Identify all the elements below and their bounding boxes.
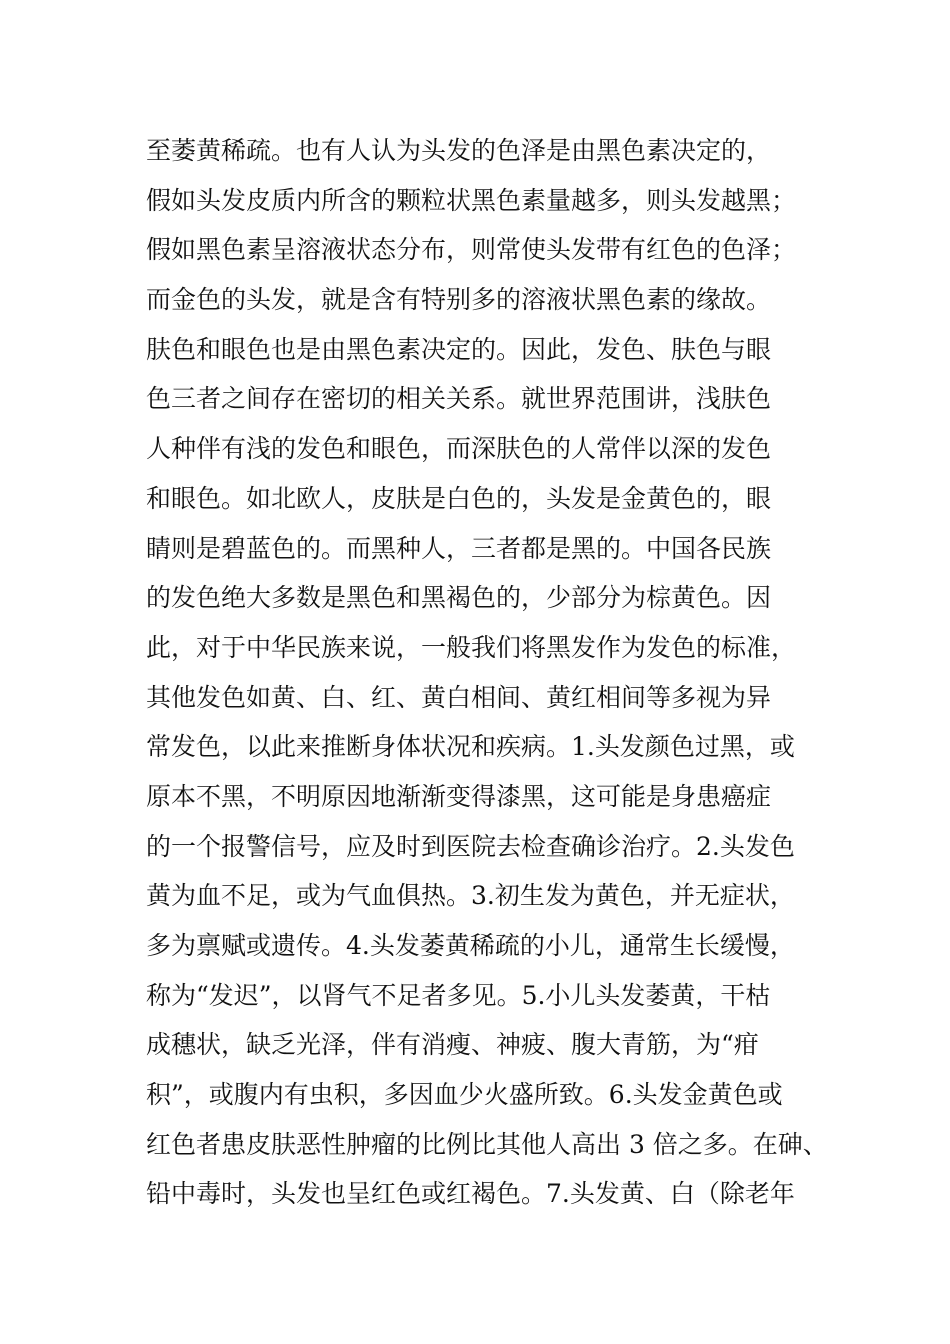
text-line: 睛则是碧蓝色的。而黑种人，三者都是黑的。中国各民族 bbox=[146, 533, 772, 563]
text-line: 人种伴有浅的发色和眼色，而深肤色的人常伴以深的发色 bbox=[146, 434, 772, 464]
text-line: 假如头发皮质内所含的颗粒状黑色素量越多，则头发越黑； bbox=[146, 185, 797, 215]
text-line: 和眼色。如北欧人，皮肤是白色的，头发是金黄色的，眼 bbox=[146, 483, 772, 513]
text-line: 常发色，以此来推断身体状况和疾病。1.头发颜色过黑，或 bbox=[146, 732, 795, 762]
text-line: 假如黑色素呈溶液状态分布，则常使头发带有红色的色泽； bbox=[146, 235, 797, 265]
text-line: 色三者之间存在密切的相关关系。就世界范围讲，浅肤色 bbox=[146, 384, 772, 414]
text-line: 黄为血不足，或为气血俱热。3.初生发为黄色，并无症状， bbox=[146, 881, 795, 911]
text-line: 铅中毒时，头发也呈红色或红褐色。7.头发黄、白（除老年 bbox=[146, 1179, 795, 1209]
text-line: 至萎黄稀疏。也有人认为头发的色泽是由黑色素决定的， bbox=[146, 136, 772, 165]
text-line: 而金色的头发，就是含有特别多的溶液状黑色素的缘故。 bbox=[146, 285, 772, 315]
text-line: 的发色绝大多数是黑色和黑褐色的，少部分为棕黄色。因 bbox=[146, 583, 772, 613]
text-line: 其他发色如黄、白、红、黄白相间、黄红相间等多视为异 bbox=[146, 682, 772, 712]
text-line: 原本不黑，不明原因地渐渐变得漆黑，这可能是身患癌症 bbox=[146, 781, 772, 811]
text-line: 多为禀赋或遗传。4.头发萎黄稀疏的小儿，通常生长缓慢， bbox=[146, 931, 795, 960]
text-line: 积”，或腹内有虫积，多因血少火盛所致。6.头发金黄色或 bbox=[146, 1080, 783, 1110]
text-line: 的一个报警信号，应及时到医院去检查确诊治疗。2.头发色 bbox=[146, 831, 795, 861]
body-text bbox=[146, 126, 846, 1219]
text-line: 称为“发迟”，以肾气不足者多见。5.小儿头发萎黄，干枯 bbox=[146, 980, 771, 1010]
text-line: 肤色和眼色也是由黑色素决定的。因此，发色、肤色与眼 bbox=[146, 334, 772, 364]
text-line: 成穗状，缺乏光泽，伴有消瘦、神疲、腹大青筋，为“疳 bbox=[146, 1030, 759, 1060]
text-line: 此，对于中华民族来说，一般我们将黑发作为发色的标准， bbox=[146, 632, 797, 662]
text-line: 红色者患皮肤恶性肿瘤的比例比其他人高出 3 倍之多。在砷、 bbox=[146, 1129, 828, 1159]
